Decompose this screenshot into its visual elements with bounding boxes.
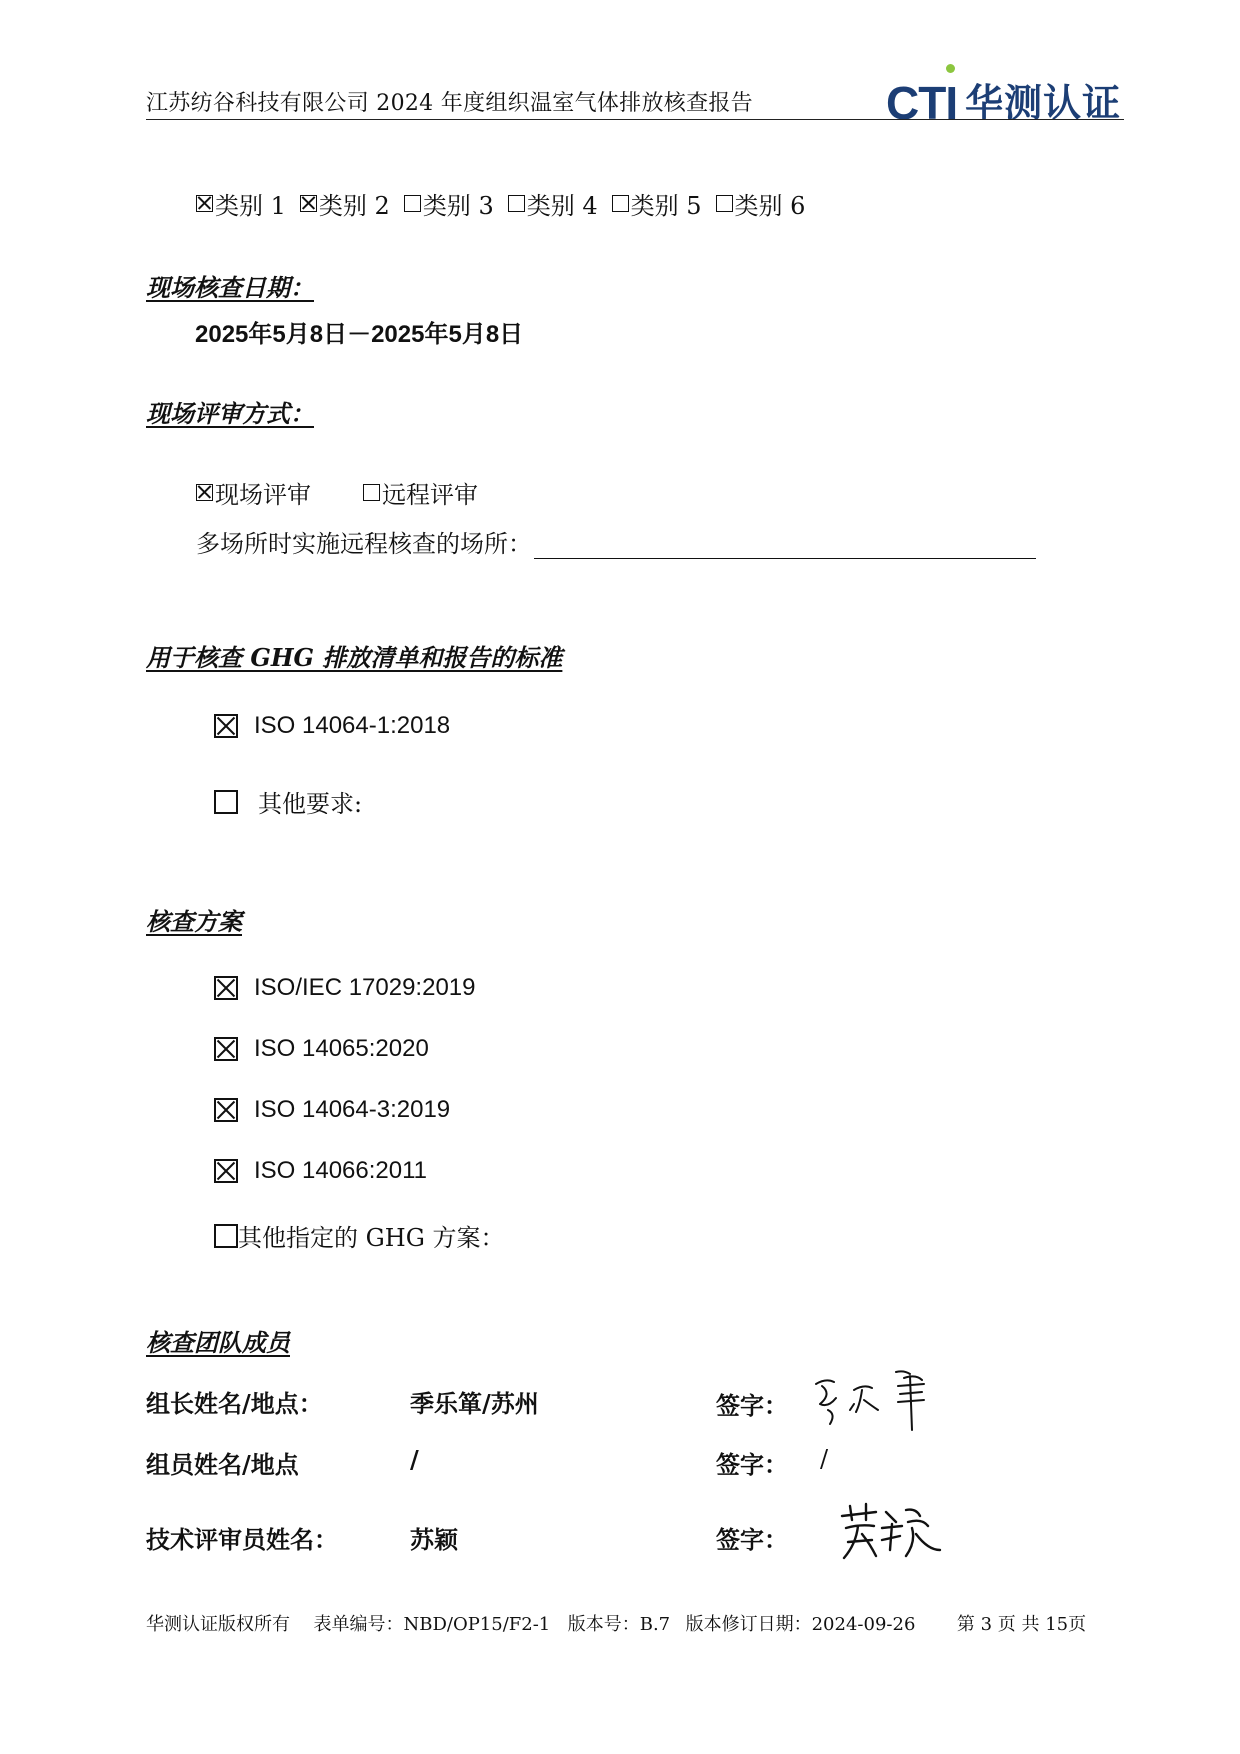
multi-site-row: [196, 524, 1036, 559]
footer-page-number: 第 3 页 共 15页: [956, 1614, 1087, 1635]
scheme-other[interactable]: 其他指定的 GHG 方案：: [214, 1218, 505, 1253]
leader-label: 组长姓名/地点：: [146, 1389, 323, 1418]
scheme-item[interactable]: ISO 14065:2020: [214, 1035, 429, 1063]
member-sign-value: /: [820, 1445, 829, 1473]
empty-box-icon[interactable]: [214, 1224, 238, 1248]
logo-text: CTI: [886, 77, 958, 129]
remote-review-label: 远程评审: [382, 481, 478, 509]
footer-copyright: 华测认证版权所有: [146, 1614, 290, 1635]
leader-sign-label: 签字：: [716, 1391, 788, 1420]
logo-cn-text: 华测认证: [965, 81, 1122, 125]
empty-box-icon[interactable]: [214, 790, 238, 814]
checked-box-icon[interactable]: [214, 976, 238, 1000]
onsite-review-label: 现场评审: [215, 481, 311, 509]
scheme-heading: 核查方案: [146, 907, 242, 936]
cti-logo: [886, 70, 1122, 129]
checked-box-icon[interactable]: [196, 195, 213, 212]
category-4[interactable]: 类别 4: [508, 186, 598, 221]
checked-box-icon[interactable]: [214, 1098, 238, 1122]
standard-iso-14064-1[interactable]: ISO 14064-1:2018: [214, 712, 450, 740]
standard-other[interactable]: 其他要求:: [214, 784, 362, 819]
category-2[interactable]: 类别 2: [300, 186, 390, 221]
footer-revision-date: 版本修订日期：2024-09-26: [685, 1614, 916, 1635]
scheme-item[interactable]: ISO/IEC 17029:2019: [214, 974, 475, 1002]
scheme-item[interactable]: ISO 14064-3:2019: [214, 1096, 450, 1124]
empty-box-icon[interactable]: [404, 195, 421, 212]
reviewer-label: 技术评审员姓名：: [146, 1525, 338, 1554]
footer-form-no: 表单编号：NBD/OP15/F2-1: [313, 1614, 551, 1635]
reviewer-value: 苏颖: [410, 1525, 458, 1554]
header-title: 江苏纺谷科技有限公司 2024 年度组织温室气体排放核查报告: [146, 91, 753, 116]
member-label: 组员姓名/地点: [146, 1450, 299, 1479]
category-1[interactable]: 类别 1: [196, 186, 286, 221]
leader-signature: [806, 1364, 946, 1434]
reviewer-sign-label: 签字：: [716, 1525, 788, 1554]
category-6[interactable]: 类别 6: [716, 186, 806, 221]
onsite-date-heading: 现场核查日期：: [146, 273, 314, 302]
member-sign-label: 签字：: [716, 1450, 788, 1479]
empty-box-icon[interactable]: [363, 484, 380, 501]
header-divider: [146, 119, 1124, 120]
multi-site-blank[interactable]: [534, 532, 1036, 559]
team-heading: 核查团队成员: [146, 1328, 290, 1357]
standards-heading: 用于核查 GHG 排放清单和报告的标准: [146, 643, 563, 672]
review-method-options: [196, 475, 478, 510]
footer-version: 版本号：B.7: [567, 1614, 671, 1635]
category-3[interactable]: 类别 3: [404, 186, 494, 221]
empty-box-icon[interactable]: [612, 195, 629, 212]
onsite-date-value: 2025年5月8日－2025年5月8日: [195, 321, 524, 348]
empty-box-icon[interactable]: [508, 195, 525, 212]
logo-dot-icon: [946, 64, 955, 73]
checked-box-icon[interactable]: [196, 484, 213, 501]
category-5[interactable]: 类别 5: [612, 186, 702, 221]
checked-box-icon[interactable]: [214, 1159, 238, 1183]
review-method-heading: 现场评审方式：: [146, 399, 314, 428]
leader-value: 季乐箪/苏州: [410, 1389, 539, 1418]
checked-box-icon[interactable]: [214, 1037, 238, 1061]
page-footer: [146, 1610, 1086, 1636]
checked-box-icon[interactable]: [300, 195, 317, 212]
category-checklist: [196, 186, 819, 221]
checked-box-icon[interactable]: [214, 714, 238, 738]
multi-site-label: 多场所时实施远程核查的场所：: [196, 530, 532, 558]
scheme-item[interactable]: ISO 14066:2011: [214, 1157, 427, 1185]
member-value: /: [410, 1445, 419, 1474]
reviewer-signature: [836, 1500, 946, 1564]
empty-box-icon[interactable]: [716, 195, 733, 212]
